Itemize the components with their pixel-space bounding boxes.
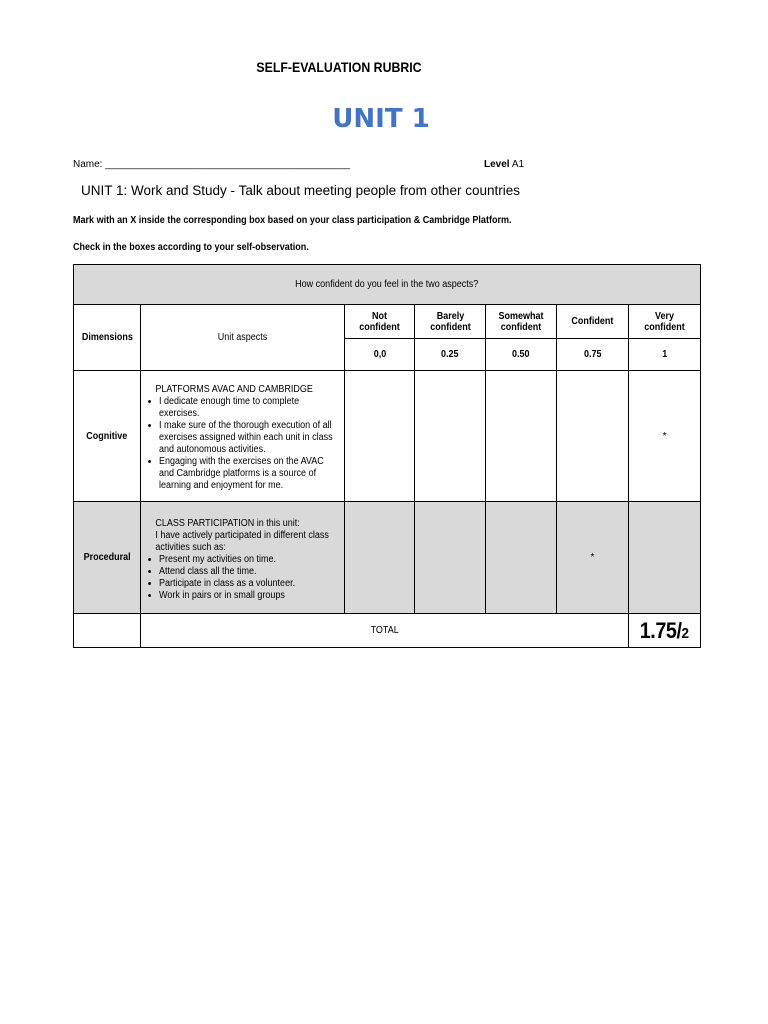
mark-box[interactable] bbox=[345, 502, 415, 614]
level-value: A1 bbox=[511, 159, 525, 170]
aspects-header: Unit aspects bbox=[141, 305, 345, 371]
aspect-bullet: • Attend class all the time. bbox=[159, 566, 334, 578]
mark-box[interactable]: * bbox=[557, 502, 629, 614]
aspect-bullet-list bbox=[145, 396, 334, 492]
aspect-cell bbox=[141, 371, 345, 502]
level-score: 1 bbox=[629, 339, 701, 371]
rubric-row-cognitive bbox=[74, 371, 701, 502]
mark-box[interactable] bbox=[557, 371, 629, 502]
aspect-title: CLASS PARTICIPATION in this unit: bbox=[155, 517, 300, 529]
total-row bbox=[74, 614, 701, 648]
mark-box[interactable] bbox=[415, 502, 486, 614]
total-empty-cell bbox=[74, 614, 141, 648]
unit-heading: UNIT 1 bbox=[332, 104, 430, 134]
rubric-row-procedural bbox=[74, 502, 701, 614]
aspect-bullet: • I dedicate enough time to complete exercises. bbox=[159, 396, 334, 420]
aspect-bullet: • Engaging with the exercises on the AVAC and Cambridge platforms is a source of learning and enjoyment for me. bbox=[159, 456, 334, 492]
dimension-procedural: Procedural bbox=[74, 502, 141, 614]
aspect-bullet: • Present my activities on time. bbox=[159, 554, 334, 566]
level-score: 0.50 bbox=[486, 339, 557, 371]
mark-box[interactable]: * bbox=[629, 371, 701, 502]
mark-box[interactable] bbox=[345, 371, 415, 502]
total-score: 1.75/2 bbox=[629, 614, 701, 648]
level-score: 0,0 bbox=[345, 339, 415, 371]
name-field-line: Name: ____________________________________________ bbox=[73, 159, 350, 170]
aspect-bullet: • Work in pairs or in small groups bbox=[159, 590, 334, 602]
aspect-bullet: • I make sure of the thorough execution of all exercises assigned within each unit in class and autonomous activities. bbox=[159, 420, 334, 456]
level-header: Not confident bbox=[345, 305, 415, 339]
mark-box[interactable] bbox=[415, 371, 486, 502]
aspect-bullet-list bbox=[145, 554, 334, 602]
dimensions-header: Dimensions bbox=[74, 305, 141, 371]
level-header: Confident bbox=[557, 305, 629, 339]
mark-box[interactable] bbox=[486, 371, 557, 502]
mark-box[interactable] bbox=[629, 502, 701, 614]
aspect-subtitle: I have actively participated in different class activities such as: bbox=[155, 529, 329, 553]
level-score: 0.25 bbox=[415, 339, 486, 371]
level-label: Level bbox=[484, 159, 510, 170]
level-score: 0.75 bbox=[557, 339, 629, 371]
rubric-question: How confident do you feel in the two aspects? bbox=[74, 265, 701, 305]
rubric-table bbox=[73, 264, 701, 648]
level-header: Somewhat confident bbox=[486, 305, 557, 339]
level-line bbox=[484, 159, 524, 170]
level-header: Barely confident bbox=[415, 305, 486, 339]
mark-box[interactable] bbox=[486, 502, 557, 614]
instruction-mark: Mark with an X inside the corresponding box based on your class participation & Cambridge Platform. bbox=[73, 214, 512, 226]
dimension-cognitive: Cognitive bbox=[74, 371, 141, 502]
instruction-check: Check in the boxes according to your self-observation. bbox=[73, 241, 309, 253]
aspect-bullet: • Participate in class as a volunteer. bbox=[159, 578, 334, 590]
aspect-cell bbox=[141, 502, 345, 614]
level-header: Very confident bbox=[629, 305, 701, 339]
document-title: SELF-EVALUATION RUBRIC bbox=[256, 59, 422, 75]
aspect-title: PLATFORMS AVAC AND CAMBRIDGE bbox=[155, 383, 313, 395]
total-label: TOTAL bbox=[141, 614, 629, 648]
unit-subtitle: UNIT 1: Work and Study - Talk about meeting people from other countries bbox=[81, 183, 520, 198]
